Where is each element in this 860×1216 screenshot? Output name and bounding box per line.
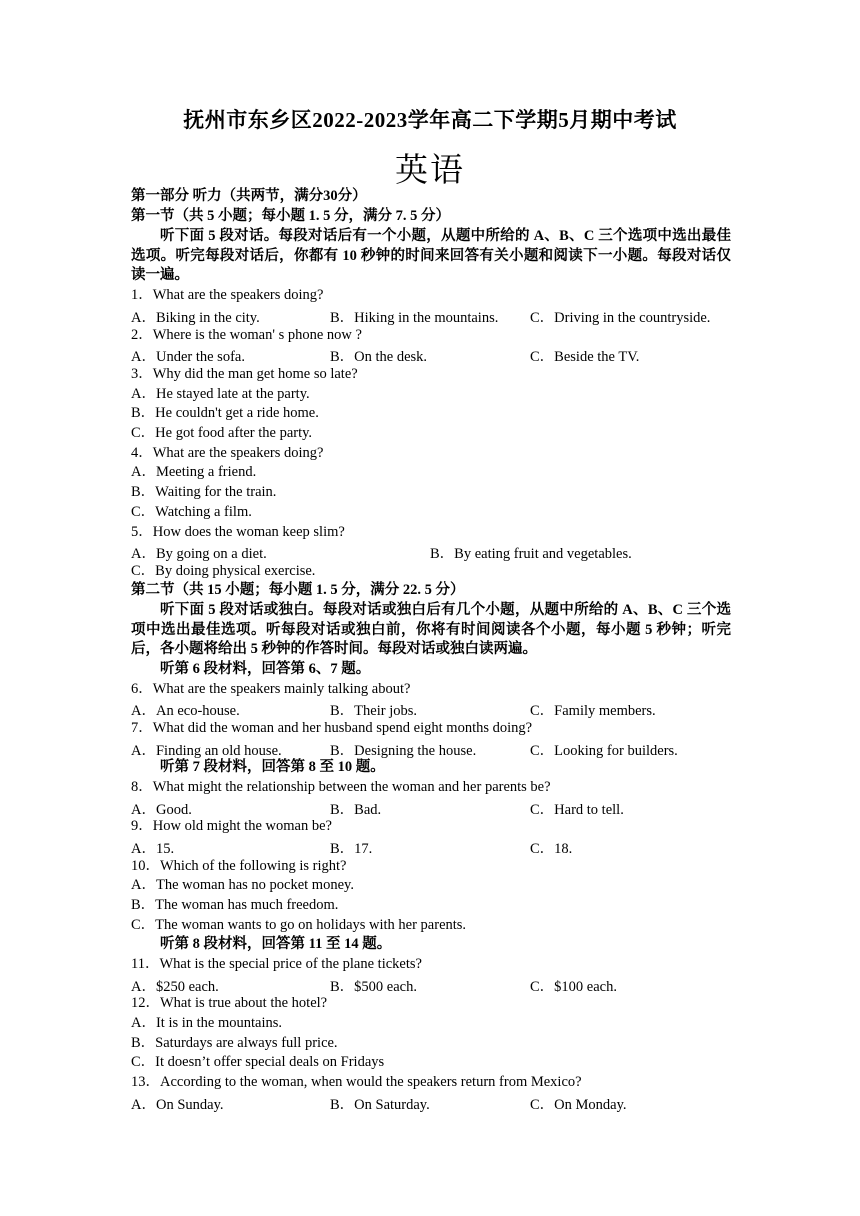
option-c: C．On Monday. [530,1097,627,1113]
option-c: C．Watching a film. [131,504,252,520]
question-stem: 11．What is the special price of the plane tickets? [131,956,422,972]
part1-heading: 第一部分 听力（共两节，满分30分） [131,188,367,204]
option-b: B．Waiting for the train. [131,484,277,500]
question-stem: 6．What are the speakers mainly talking about? [131,681,411,697]
option-a: A．$250 each. [131,979,219,995]
question-stem: 5．How does the woman keep slim? [131,524,345,540]
question-stem: 3．Why did the man get home so late? [131,366,358,382]
material-8-instruction: 听第 8 段材料，回答第 11 至 14 题。 [160,936,392,952]
option-c: C．Beside the TV. [530,349,640,365]
question-stem: 10．Which of the following is right? [131,858,347,874]
option-c: C．Driving in the countryside. [530,310,711,326]
option-b: B．$500 each. [330,979,417,995]
question-stem: 2．Where is the woman' s phone now ? [131,327,362,343]
section1-heading: 第一节（共 5 小题；每小题 1. 5 分，满分 7. 5 分） [131,208,450,224]
question-stem: 7．What did the woman and her husband spend eight months doing? [131,720,533,736]
section2-heading: 第二节（共 15 小题；每小题 1. 5 分，满分 22. 5 分） [131,582,465,598]
option-b: B．17. [330,841,373,857]
option-b: B．Their jobs. [330,703,417,719]
section2-instructions: 听下面 5 段对话或独白。每段对话或独白后有几个小题，从题中所给的 A、B、C 三个选项中选出最佳选项。听每段对话或独白前，你将有时间阅读各个小题，每小题 5 秒钟；听完后，各小题将给出 5 秒钟的作答时间。每段对话或独白读两遍。 [131,602,731,658]
option-c: C．$100 each. [530,979,617,995]
option-b: B．On Saturday. [330,1097,430,1113]
option-b: B．Designing the house. [330,743,477,759]
option-c: C．Looking for builders. [530,743,678,759]
option-c: C．18. [530,841,573,857]
option-a: A．Finding an old house. [131,743,282,759]
option-a: A．Under the sofa. [131,349,245,365]
question-stem: 12．What is true about the hotel? [131,995,328,1011]
section1-instructions: 听下面 5 段对话。每段对话后有一个小题，从题中所给的 A、B、C 三个选项中选出最佳选项。听完每段对话后，你都有 10 秒钟的时间来回答有关小题和阅读下一小题。每段对话仅读一遍。 [131,228,731,284]
option-b: B．On the desk. [330,349,428,365]
material-6-instruction: 听第 6 段材料，回答第 6、7 题。 [160,661,371,677]
option-b: B．He couldn't get a ride home. [131,405,319,421]
option-a: A．The woman has no pocket money. [131,877,354,893]
option-b: B．Bad. [330,802,382,818]
question-stem: 4．What are the speakers doing? [131,445,324,461]
option-b: B．The woman has much freedom. [131,897,339,913]
option-b: B．Saturdays are always full price. [131,1035,338,1051]
option-c: C．He got food after the party. [131,425,313,441]
option-a: A．By going on a diet. [131,546,267,562]
option-c: C．Hard to tell. [530,802,624,818]
option-c: C．It doesn’t offer special deals on Fridays [131,1054,385,1070]
option-b: B．Hiking in the mountains. [330,310,499,326]
option-a: A．He stayed late at the party. [131,386,310,402]
question-stem: 9．How old might the woman be? [131,818,332,834]
option-b: B．By eating fruit and vegetables. [430,546,632,562]
question-stem: 8．What might the relationship between the woman and her parents be? [131,779,551,795]
option-c: C．The woman wants to go on holidays with her parents. [131,917,467,933]
option-a: A．It is in the mountains. [131,1015,283,1031]
option-a: A．Meeting a friend. [131,464,257,480]
option-a: A．On Sunday. [131,1097,224,1113]
option-a: A．An eco-house. [131,703,240,719]
option-c: C．By doing physical exercise. [131,563,316,579]
option-a: A．15. [131,841,175,857]
exam-title: 抚州市东乡区2022-2023学年高二下学期5月期中考试 [183,108,677,132]
question-stem: 13．According to the woman, when would the speakers return from Mexico? [131,1074,582,1090]
option-a: A．Biking in the city. [131,310,260,326]
question-stem: 1．What are the speakers doing? [131,287,324,303]
option-a: A．Good. [131,802,192,818]
material-7-instruction: 听第 7 段材料，回答第 8 至 10 题。 [160,759,385,775]
option-c: C．Family members. [530,703,656,719]
subject-title: 英语 [395,153,465,189]
